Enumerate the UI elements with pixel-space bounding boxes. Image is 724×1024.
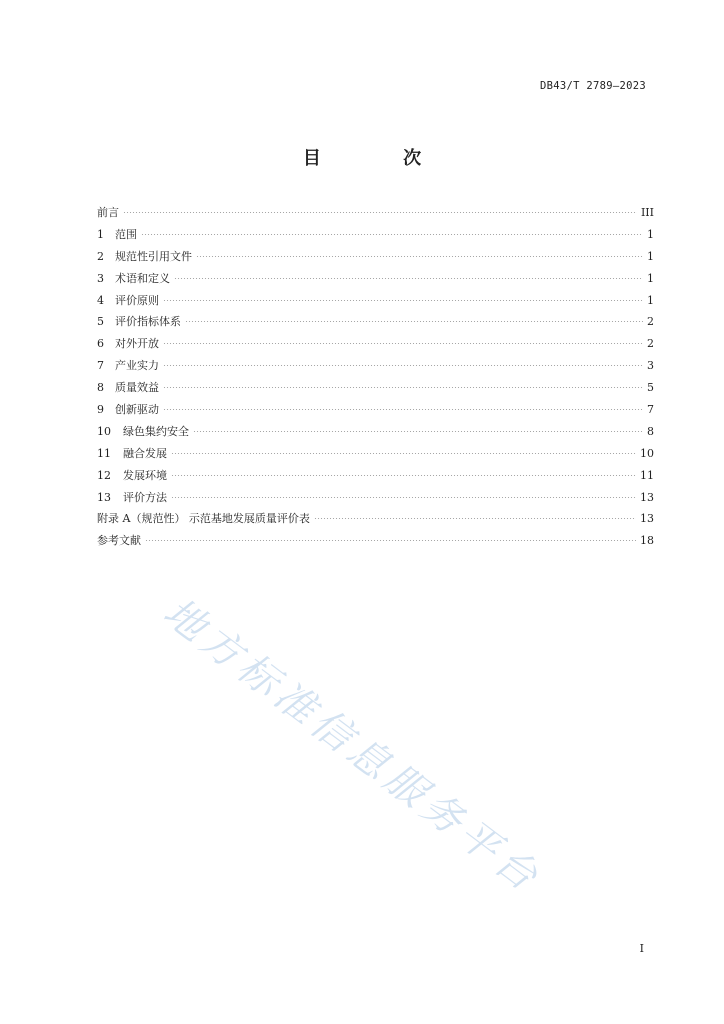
toc-leader-dots (123, 212, 637, 213)
toc-entry[interactable] (97, 401, 654, 423)
toc-entry-label: 前言 (97, 206, 119, 219)
toc-leader-dots (171, 497, 636, 498)
toc-entry-page: III (640, 206, 654, 219)
toc-entry-number: 8 (97, 381, 104, 395)
toc-entry-number: 3 (97, 271, 104, 285)
toc-entry[interactable] (97, 335, 654, 357)
toc-leader-dots (163, 387, 643, 388)
toc-leader-dots (193, 431, 643, 432)
toc-leader-dots (141, 234, 643, 235)
toc-leader-dots (163, 409, 643, 410)
toc-entry-page: 7 (647, 403, 654, 417)
toc-entry-label: 评价指标体系 (115, 315, 181, 329)
toc-entry-page: 5 (647, 381, 654, 395)
toc-entry-page: 2 (647, 315, 654, 329)
toc-entry[interactable] (97, 204, 654, 226)
toc-entry-number: 9 (97, 403, 104, 417)
toc-entry-page: 3 (647, 359, 654, 373)
toc-leader-dots (174, 278, 643, 279)
toc-entry-page: 1 (647, 293, 654, 307)
toc-entry-label: 范围 (115, 227, 137, 241)
toc-entry[interactable] (97, 467, 654, 489)
toc-leader-dots (163, 365, 643, 366)
toc-entry-label: 发展环境 (123, 468, 167, 482)
toc-entry[interactable] (97, 248, 654, 270)
toc-entry-label: 对外开放 (115, 337, 159, 351)
toc-entry-page: 1 (647, 271, 654, 285)
toc-entry-label: 产业实力 (115, 359, 159, 373)
toc-entry-page: 13 (640, 490, 654, 504)
toc-entry-number: 4 (97, 293, 104, 307)
toc-entry-number: 10 (97, 424, 111, 438)
toc-entry-label: 评价原则 (115, 293, 159, 307)
toc-entry-number: 12 (97, 468, 111, 482)
toc-entry[interactable] (97, 357, 654, 379)
document-code: DB43/T 2789—2023 (540, 80, 646, 92)
toc-entry[interactable] (97, 313, 654, 335)
toc-entry-page: 1 (647, 249, 654, 263)
page-number: I (639, 942, 644, 955)
toc-entry[interactable] (97, 532, 654, 554)
toc-entry-label: 术语和定义 (115, 271, 170, 285)
toc-entry-label: 附录 A（规范性） 示范基地发展质量评价表 (97, 512, 310, 526)
watermark: 地方标准信息服务平台 (154, 589, 550, 903)
page-title: 目 次 (302, 148, 460, 169)
toc-leader-dots (171, 475, 636, 476)
toc-leader-dots (196, 256, 643, 257)
toc-entry-label: 规范性引用文件 (115, 249, 192, 263)
toc-entry-number: 7 (97, 359, 104, 373)
toc-entry-page: 11 (640, 468, 654, 482)
toc-entry[interactable] (97, 445, 654, 467)
toc-entry-number: 6 (97, 337, 104, 351)
toc-entry-label: 融合发展 (123, 446, 167, 460)
toc-entry[interactable] (97, 226, 654, 248)
toc-entry-number: 13 (97, 490, 111, 504)
toc-entry[interactable] (97, 423, 654, 445)
toc-entry-page: 13 (640, 512, 654, 526)
toc-entry-page: 2 (647, 337, 654, 351)
toc-entry-label: 参考文献 (97, 534, 141, 548)
toc-leader-dots (145, 540, 636, 541)
toc-entry-number: 5 (97, 315, 104, 329)
toc-leader-dots (171, 453, 636, 454)
toc-leader-dots (314, 518, 636, 519)
table-of-contents (97, 204, 654, 554)
toc-entry-label: 绿色集约安全 (123, 424, 189, 438)
toc-entry-number: 2 (97, 249, 104, 263)
toc-entry[interactable] (97, 292, 654, 314)
toc-entry-label: 评价方法 (123, 490, 167, 504)
toc-entry-label: 质量效益 (115, 381, 159, 395)
toc-entry-page: 18 (640, 534, 654, 548)
toc-entry-page: 10 (640, 446, 654, 460)
toc-leader-dots (163, 343, 643, 344)
toc-leader-dots (185, 321, 643, 322)
toc-entry[interactable] (97, 510, 654, 532)
toc-entry-number: 1 (97, 227, 104, 241)
toc-entry[interactable] (97, 489, 654, 511)
toc-entry-page: 8 (647, 424, 654, 438)
toc-entry[interactable] (97, 270, 654, 292)
toc-entry[interactable] (97, 379, 654, 401)
toc-entry-page: 1 (647, 227, 654, 241)
toc-leader-dots (163, 300, 643, 301)
toc-entry-label: 创新驱动 (115, 403, 159, 417)
toc-entry-number: 11 (97, 446, 111, 460)
